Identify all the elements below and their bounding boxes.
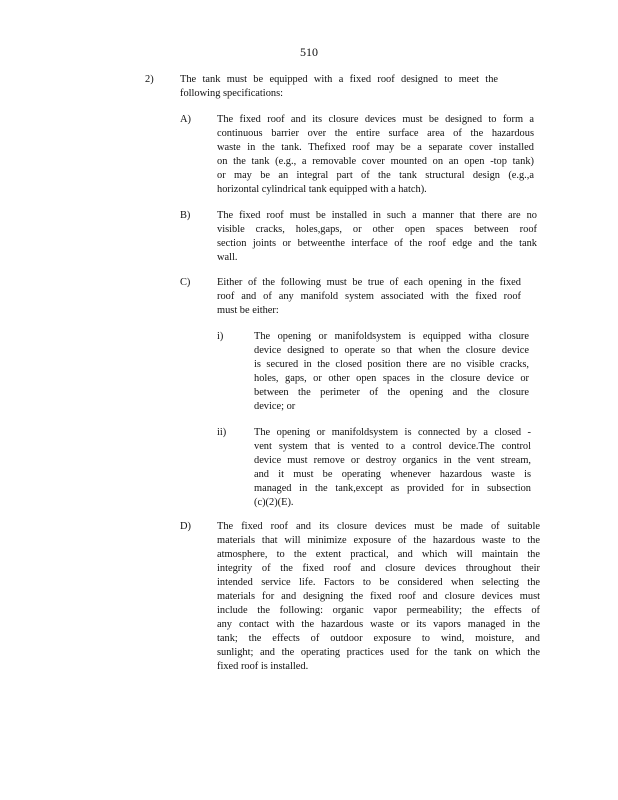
text-line: any contact with the hazardous waste or its vapors managed in the [217,619,540,630]
item-2-text [180,73,498,101]
item-Cii-text [254,426,531,510]
text-line: sunlight; and the operating practices used for the tank on which the [217,647,540,658]
item-Ci-label: i) [217,331,224,342]
text-line: The fixed roof and its closure devices must be designed to form a [217,114,534,125]
text-line: materials that will minimize exposure of the hazardous waste to the [217,535,540,546]
page-number: 510 [300,45,318,59]
text-line: or may be an integral part of the tank structural design (e.g.,a [217,170,534,181]
item-D-label: D) [180,521,191,532]
text-line: wall. [217,252,238,263]
item-C-label: C) [180,277,191,288]
text-line: section joints or betweenthe interface of the roof edge and the tank [217,238,537,249]
text-line: managed in the tank,except as provided for in subsection [254,483,531,494]
text-line: waste in the tank. Thefixed roof may be a separate cover installed [217,142,534,153]
text-line: tank; the effects of outdoor exposure to wind, moisture, and [217,633,540,644]
text-line: include the following: organic vapor permeability; the effects of [217,605,540,616]
text-line: The tank must be equipped with a fixed roof designed to meet the [180,74,498,85]
text-line: roof and of any manifold system associated with the fixed roof [217,291,521,302]
text-line: continuous barrier over the entire surface area of the hazardous [217,128,534,139]
text-line: The opening or manifoldsystem is connected by a closed - [254,427,531,438]
item-Ci-text [254,330,529,414]
text-line: The fixed roof must be installed in such a manner that there are no [217,210,537,221]
text-line: on the tank (e.g., a removable cover mounted on an open -top tank) [217,156,534,167]
text-line: horizontal cylindrical tank equipped with a hatch). [217,184,427,195]
text-line: and it must be operating whenever hazardous waste is [254,469,531,480]
text-line: holes, gaps, or other open spaces in the closure device or [254,373,529,384]
item-C-text [217,276,521,318]
text-line: fixed roof is installed. [217,661,309,672]
text-line: intended service life. Factors to be considered when selecting the [217,577,540,588]
text-line: following specifications: [180,88,284,99]
text-line: vent system that is vented to a control device.The control [254,441,531,452]
item-A-label: A) [180,114,191,125]
text-line: atmosphere, to the extent practical, and which will maintain the [217,549,540,560]
text-line: is secured in the closed position there are no visible cracks, [254,359,529,370]
text-line: The fixed roof and its closure devices must be made of suitable [217,521,540,532]
item-Cii-label: ii) [217,427,227,438]
text-line: device designed to operate so that when the closure device [254,345,529,356]
text-line: must be either: [217,305,279,316]
item-B-text [217,209,537,265]
text-line: device must remove or destroy organics in the vent stream, [254,455,531,466]
text-line: The opening or manifoldsystem is equipped witha closure [254,331,529,342]
item-D-text [217,520,540,674]
item-B-label: B) [180,210,191,221]
text-line: visible cracks, holes,gaps, or other open spaces between roof [217,224,537,235]
text-line: device; or [254,401,296,412]
text-line: between the perimeter of the opening and the closure [254,387,529,398]
item-2-label: 2) [145,74,154,85]
text-line: integrity of the fixed roof and closure devices throughout their [217,563,540,574]
text-line: (c)(2)(E). [254,497,294,508]
text-line: materials for and designing the fixed roof and closure devices must [217,591,540,602]
text-line: Either of the following must be true of each opening in the fixed [217,277,521,288]
item-A-text [217,113,534,197]
